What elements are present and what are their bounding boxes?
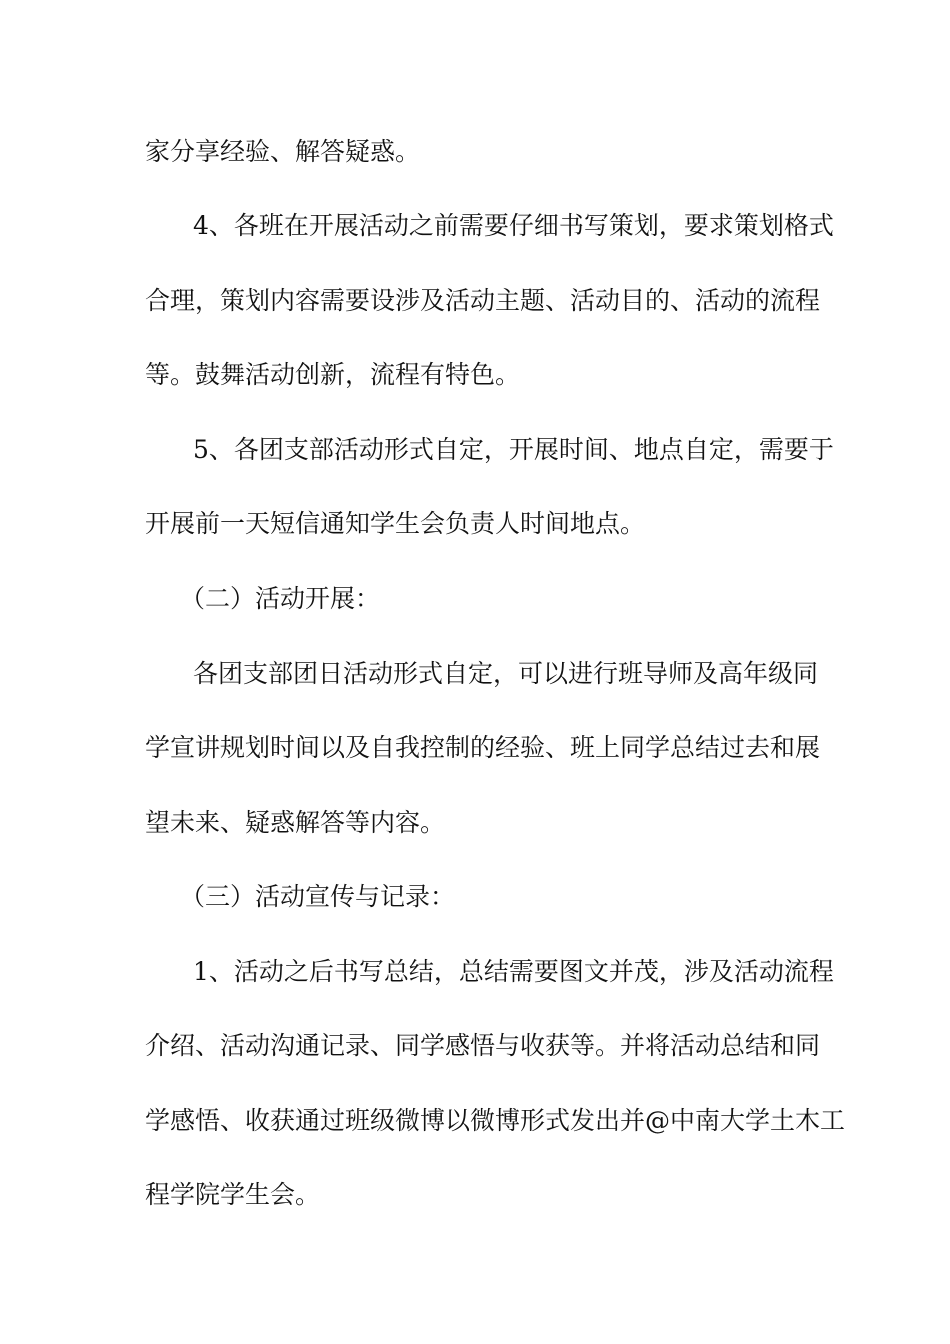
text-line xyxy=(0,728,950,768)
line-text: 等。鼓舞活动创新，流程有特色。 xyxy=(145,360,521,389)
line-text: 5、各团支部活动形式自定，开展时间、地点自定，需要于 xyxy=(193,435,834,464)
line-text: （二）活动开展： xyxy=(180,584,381,613)
section-heading xyxy=(0,579,950,619)
section-heading xyxy=(0,877,950,917)
line-text: 家分享经验、解答疑惑。 xyxy=(145,137,421,166)
text-line xyxy=(0,281,950,321)
text-line xyxy=(0,654,950,694)
text-line xyxy=(0,803,950,843)
text-line xyxy=(0,1026,950,1066)
line-text: 望未来、疑惑解答等内容。 xyxy=(145,808,446,837)
line-text: 学感悟、收获通过班级微博以微博形式发出并@中南大学土木工 xyxy=(145,1106,846,1135)
text-line xyxy=(0,355,950,395)
line-text: 各团支部团日活动形式自定，可以进行班导师及高年级同 xyxy=(193,659,819,688)
line-text: 程学院学生会。 xyxy=(145,1180,321,1209)
line-text: 合理，策划内容需要设涉及活动主题、活动目的、活动的流程 xyxy=(145,286,821,315)
line-text: 介绍、活动沟通记录、同学感悟与收获等。并将活动总结和同 xyxy=(145,1031,821,1060)
line-text: 1、活动之后书写总结，总结需要图文并茂，涉及活动流程 xyxy=(193,957,834,986)
line-text: 学宣讲规划时间以及自我控制的经验、班上同学总结过去和展 xyxy=(145,733,821,762)
text-line xyxy=(0,1175,950,1215)
line-text: 开展前一天短信通知学生会负责人时间地点。 xyxy=(145,509,646,538)
text-line xyxy=(0,504,950,544)
text-line xyxy=(0,132,950,172)
text-line xyxy=(0,952,950,992)
text-line xyxy=(0,1101,950,1141)
line-text: （三）活动宣传与记录： xyxy=(180,882,456,911)
text-line xyxy=(0,206,950,246)
line-text: 4、各班在开展活动之前需要仔细书写策划，要求策划格式 xyxy=(193,211,834,240)
text-line xyxy=(0,430,950,470)
